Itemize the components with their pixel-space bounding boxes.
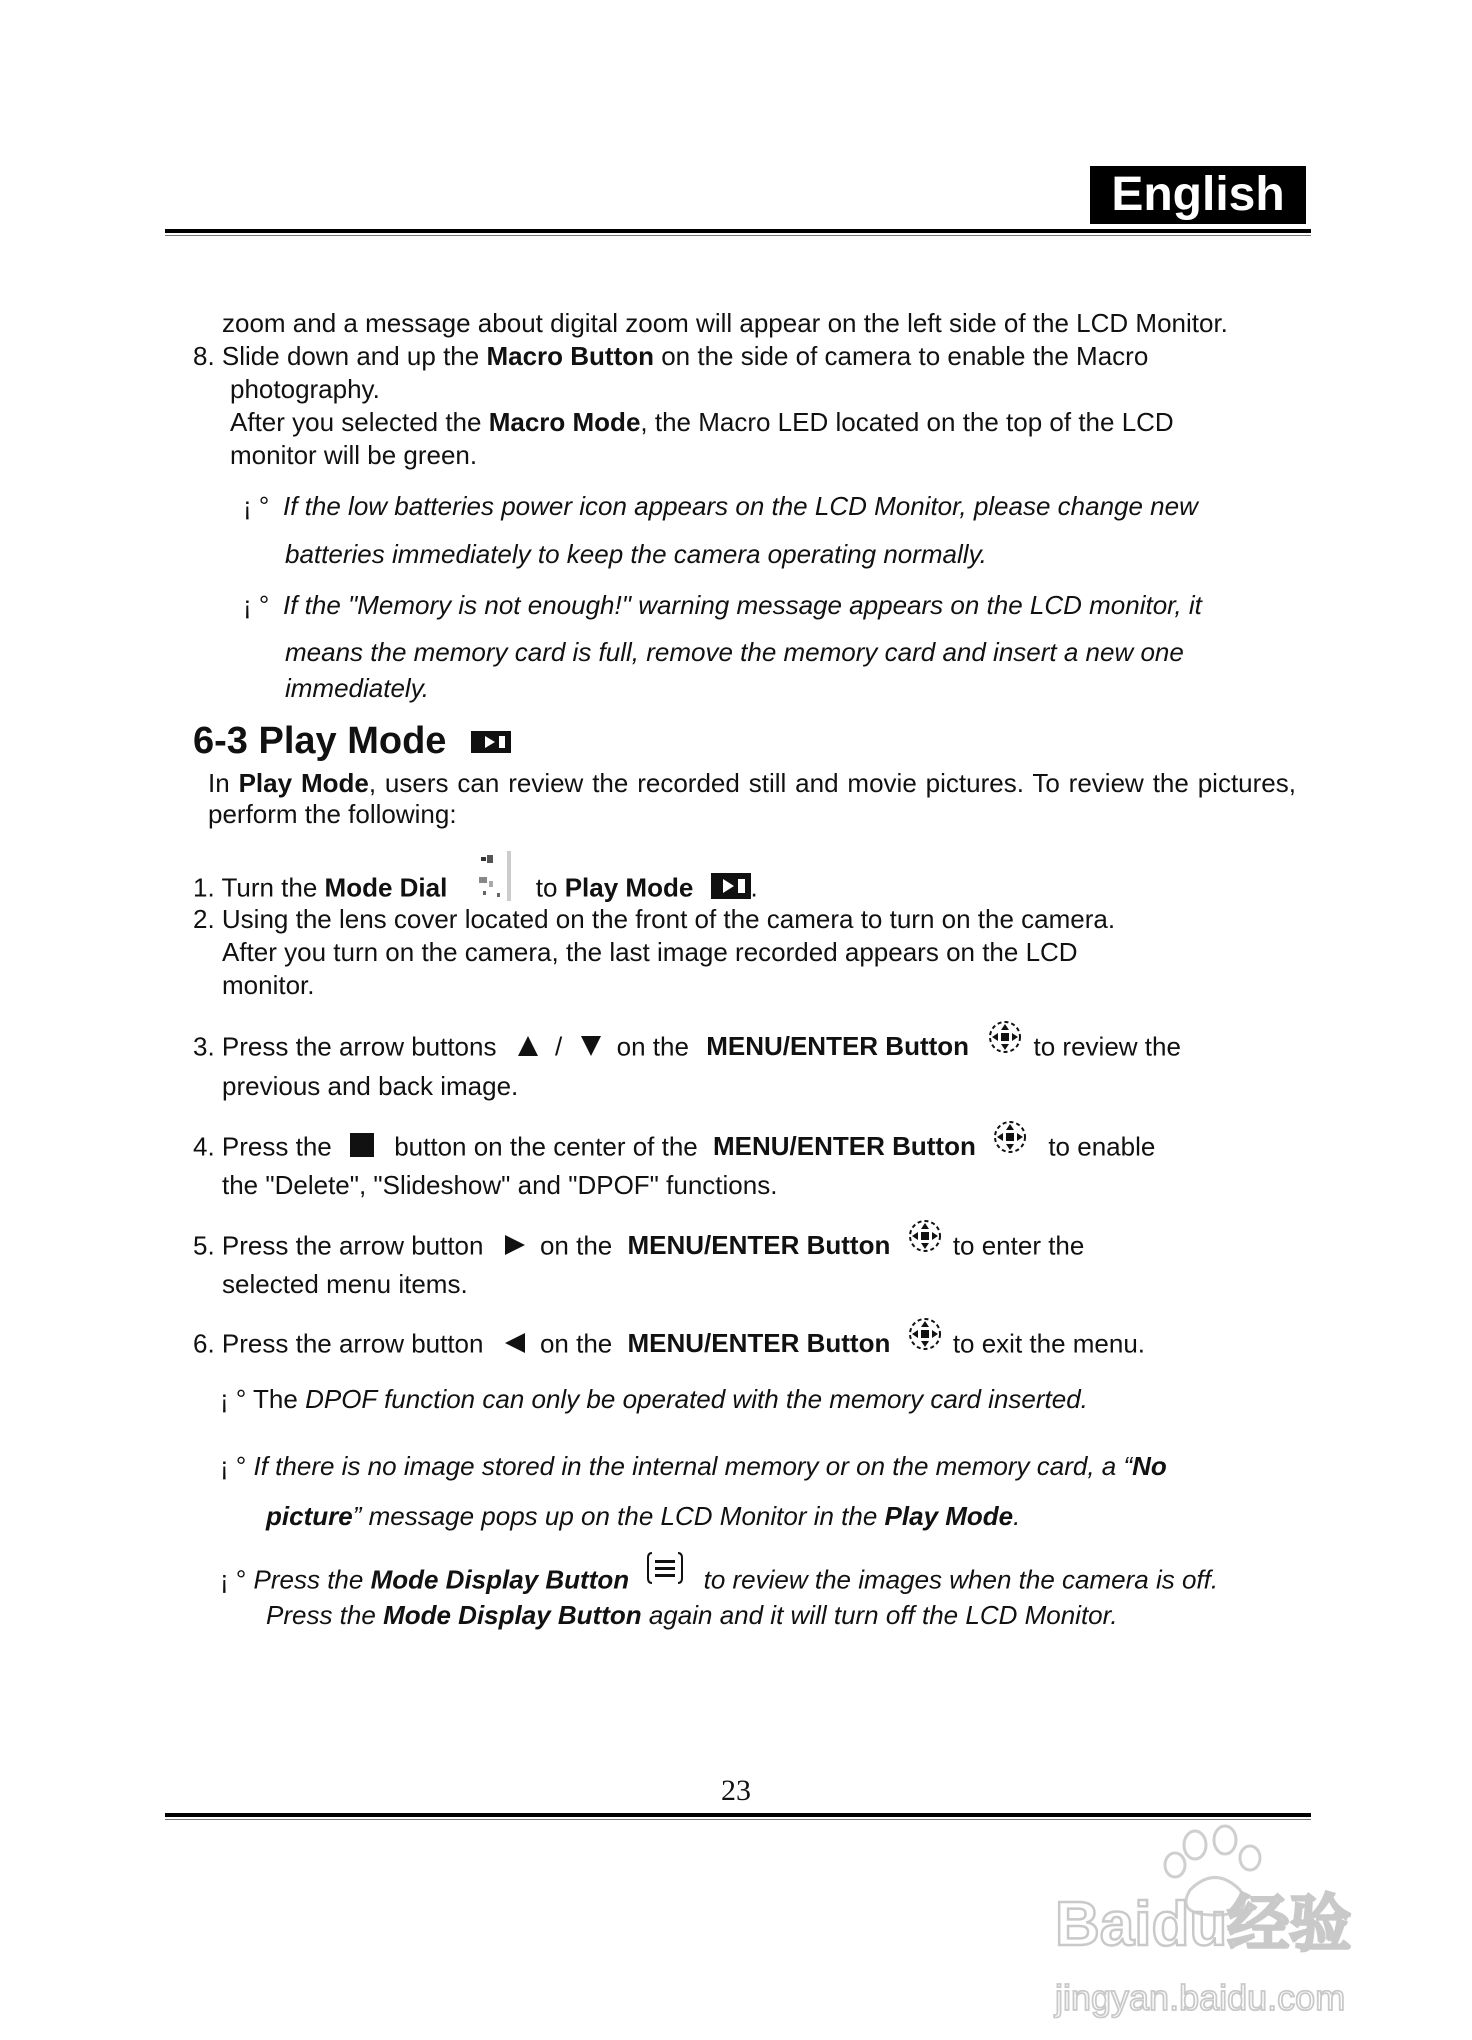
step-8-line-1: 8. Slide down and up the Macro Button on the side of camera to enable the Macro <box>193 341 1149 371</box>
zoom-continuation-text: zoom and a message about digital zoom will appear on the left side of the LCD Monitor. <box>222 308 1228 338</box>
note-bullet: ¡ ° <box>243 590 270 620</box>
step-2-line-3: monitor. <box>222 970 315 1000</box>
header-rule <box>165 229 1311 233</box>
note-memory-line-1: If the "Memory is not enough!" warning message appears on the LCD monitor, it <box>283 590 1202 620</box>
note-memory-line-3: immediately. <box>285 673 430 703</box>
baidu-paw-logo <box>1045 1820 1385 2030</box>
menu-enter-button-icon <box>908 1219 942 1260</box>
step-8-line-3: After you selected the Macro Mode, the Macro LED located on the top of the LCD <box>230 407 1174 437</box>
note-dpof: ¡ ° The DPOF function can only be operated with the memory card inserted. <box>220 1384 1088 1414</box>
note-no-picture-line-1: ¡ ° If there is no image stored in the internal memory or on the memory card, a “No <box>220 1451 1167 1481</box>
header-rule-thin <box>165 235 1311 236</box>
step-8-line-2: photography. <box>230 374 380 404</box>
step-1: 1. Turn the Mode Dial to Play Mode . <box>193 861 758 918</box>
left-arrow-icon <box>503 1330 527 1362</box>
note-low-battery-line-2: batteries immediately to keep the camera operating normally. <box>285 539 987 569</box>
section-heading: 6-3 Play Mode <box>193 718 511 766</box>
page-number: 23 <box>721 1774 751 1807</box>
step-4-line-1: 4. Press the button on the center of the MENU/ENTER Button to enable <box>193 1128 1155 1169</box>
mode-display-button-icon <box>646 1550 684 1593</box>
baidu-watermark <box>1045 1820 1385 2030</box>
language-tab: English <box>1090 166 1306 224</box>
menu-enter-button-icon <box>908 1317 942 1358</box>
mode-dial-icon <box>469 851 515 908</box>
play-mode-icon <box>711 872 751 907</box>
note-bullet: ¡ ° <box>243 491 270 521</box>
step-8-line-4: monitor will be green. <box>230 440 478 470</box>
note-mode-display-line-1: ¡ ° Press the Mode Display Button to review the images when the camera is off. <box>220 1560 1218 1603</box>
svg-text:Baidu经验: Baidu经验 <box>1055 1890 1352 1959</box>
section-intro: In Play Mode, users can review the recorded still and movie pictures. To review the pictures, perform the following: <box>208 768 1296 829</box>
down-arrow-icon <box>579 1033 603 1065</box>
step-3-line-1: 3. Press the arrow buttons / on the MENU/ENTER Button to review the <box>193 1028 1181 1069</box>
step-6: 6. Press the arrow button on the MENU/ENTER Button to exit the menu. <box>193 1325 1145 1366</box>
note-low-battery-line-1: If the low batteries power icon appears on the LCD Monitor, please change new <box>283 491 1198 521</box>
menu-enter-button-icon <box>988 1020 1022 1061</box>
right-arrow-icon <box>503 1232 527 1264</box>
step-2-line-1: 2. Using the lens cover located on the front of the camera to turn on the camera. <box>193 904 1116 934</box>
step-5-line-2: selected menu items. <box>222 1269 468 1299</box>
note-mode-display-line-2: Press the Mode Display Button again and it will turn off the LCD Monitor. <box>266 1600 1118 1630</box>
menu-enter-button-icon <box>993 1120 1027 1161</box>
step-4-line-2: the "Delete", "Slideshow" and "DPOF" functions. <box>222 1170 778 1200</box>
step-3-line-2: previous and back image. <box>222 1071 519 1101</box>
footer-rule <box>165 1813 1311 1817</box>
up-arrow-icon <box>516 1033 540 1065</box>
play-mode-icon <box>471 720 511 766</box>
svg-text:jingyan.baidu.com: jingyan.baidu.com <box>1055 1977 1346 2018</box>
step-5-line-1: 5. Press the arrow button on the MENU/ENTER Button to enter the <box>193 1227 1084 1268</box>
center-button-icon <box>349 1132 375 1165</box>
step-2-line-2: After you turn on the camera, the last image recorded appears on the LCD <box>222 937 1078 967</box>
note-memory-line-2: means the memory card is full, remove the memory card and insert a new one <box>285 637 1184 667</box>
note-no-picture-line-2: picture” message pops up on the LCD Monitor in the Play Mode. <box>266 1501 1021 1531</box>
